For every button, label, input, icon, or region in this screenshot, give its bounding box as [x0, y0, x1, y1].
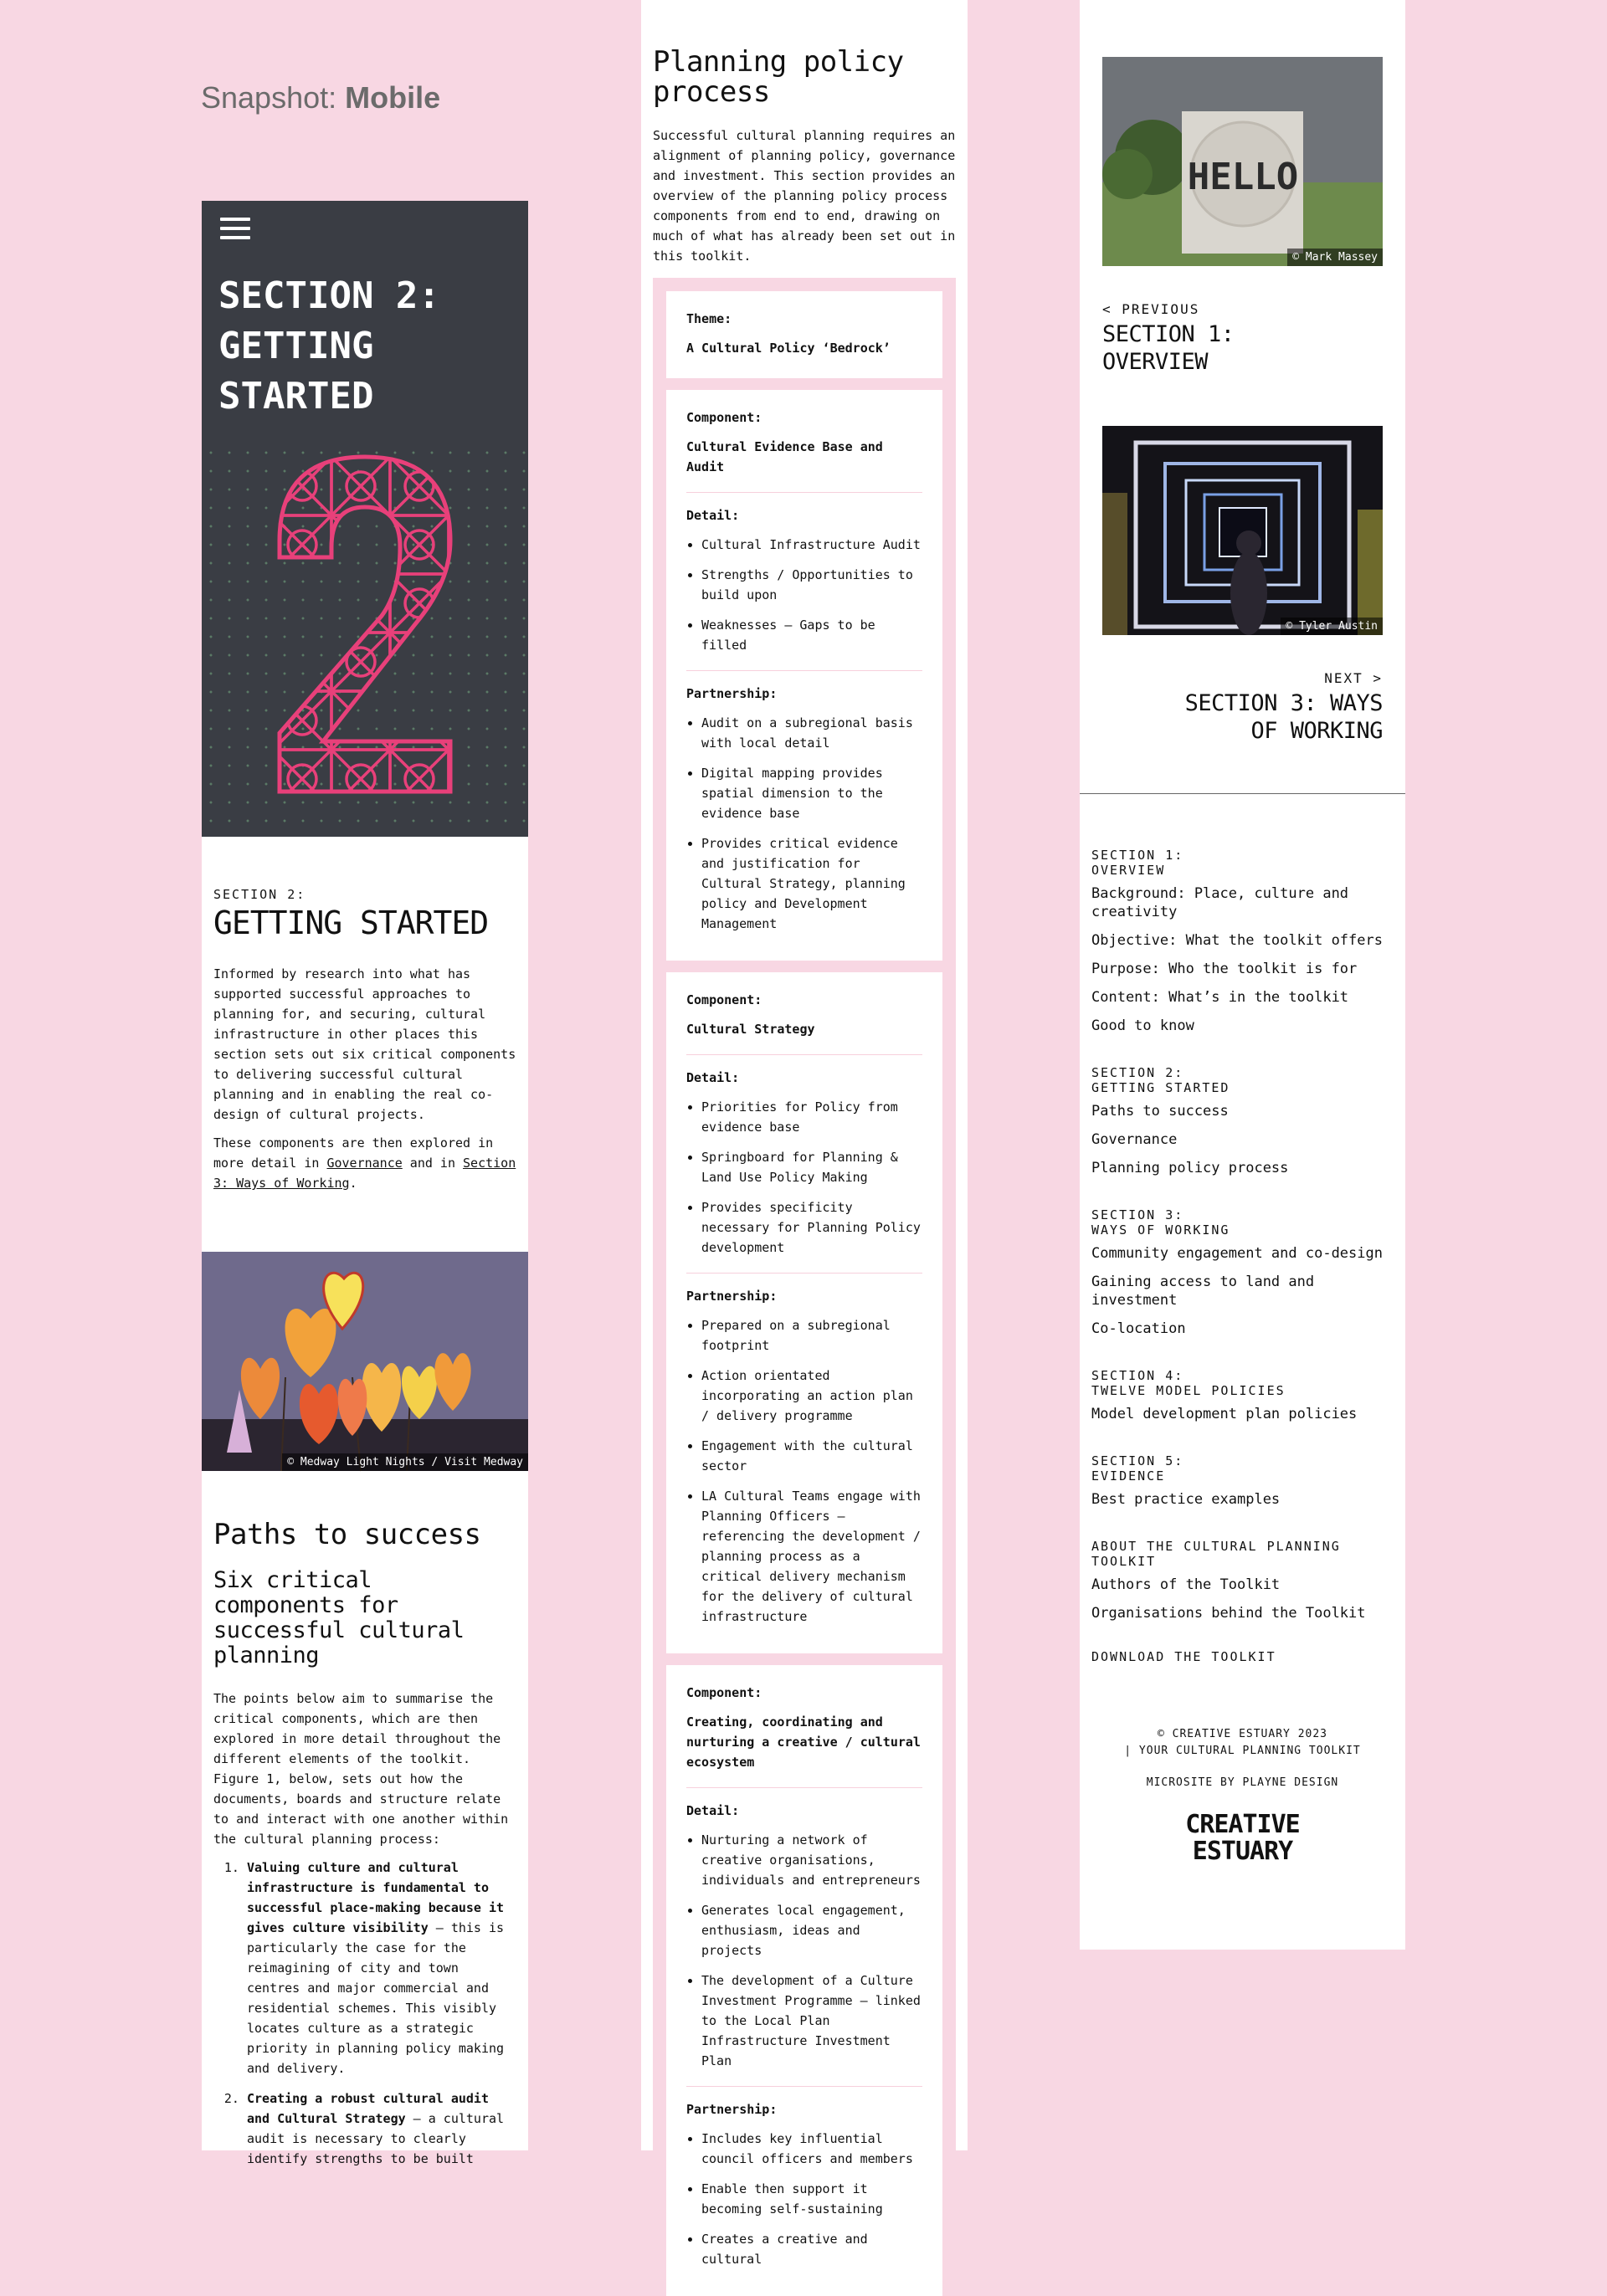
- image-credit: © Medway Light Nights / Visit Medway: [282, 1453, 528, 1471]
- list-item-bold: Valuing culture and cultural infrastructure is fundamental to successful place-making because it gives culture visibility: [247, 1860, 505, 1935]
- lanterns-photo: [202, 1252, 528, 1471]
- list-item-text: – this is particularly the case for the reimagining of city and town centres and major commercial and residential schemes. This visibly locates culture as a strategic priority in planning policy making and delivery.: [247, 1920, 505, 2076]
- menu-item[interactable]: Model development plan policies: [1091, 1406, 1358, 1422]
- partnership-label: Partnership:: [686, 1289, 778, 1304]
- intro-paragraph: Informed by research into what has supported successful approaches to planning for, and securing, cultural infrastructure in other places this section sets out six critical components to delivering successful cultural planning and in enabling the real co-design of cultural projects.: [213, 966, 516, 1122]
- detail-item: • Provides specificity necessary for Planning Policy development: [701, 1197, 922, 1258]
- text-fragment: and in: [402, 1156, 464, 1171]
- menu-item[interactable]: Content: What’s in the toolkit: [1091, 989, 1349, 1006]
- menu-item[interactable]: Paths to success: [1091, 1103, 1229, 1120]
- menu-item[interactable]: Background: Place, culture and creativity: [1091, 885, 1349, 920]
- lanterns-illustration: [202, 1252, 528, 1471]
- partnership-label: Partnership:: [686, 2102, 778, 2117]
- component-label: Component:: [686, 1685, 762, 1700]
- snapshot-label: [201, 80, 440, 115]
- planning-policy-title: Planning policy process: [653, 45, 904, 109]
- menu-group-heading[interactable]: SECTION 1: OVERVIEW: [1091, 848, 1184, 878]
- detail-item: • The development of a Culture Investment Programme – linked to the Local Plan Infrastructure Investment Plan: [701, 1971, 922, 2071]
- number-two-graphic: [273, 448, 457, 800]
- previous-title[interactable]: SECTION 1: OVERVIEW: [1102, 321, 1235, 375]
- image-credit: © Tyler Austin: [1281, 618, 1383, 635]
- partnership-item: • LA Cultural Teams engage with Planning Officers – referencing the development / planning process as a critical delivery mechanism for the delivery of cultural infrastructure: [701, 1486, 922, 1627]
- menu-group: [1091, 1453, 1394, 1509]
- menu-item[interactable]: Co-location: [1091, 1320, 1186, 1337]
- detail-item: • Generates local engagement, enthusiasm, ideas and projects: [701, 1900, 922, 1960]
- component-cards: [666, 390, 942, 2296]
- menu-group-heading[interactable]: SECTION 2: GETTING STARTED: [1091, 1065, 1230, 1095]
- image-credit: © Mark Massey: [1287, 249, 1383, 266]
- planning-policy-intro: Successful cultural planning requires an alignment of planning policy, governance and investment. This section provides an overview of the planning policy process components from end to end, drawing on much of what has already been set out in this toolkit.: [653, 128, 956, 264]
- partnership-label: Partnership:: [686, 686, 778, 701]
- logo-line: ESTUARY: [1192, 1837, 1293, 1866]
- theme-card: [666, 291, 942, 378]
- partnership-item: • Digital mapping provides spatial dimension to the evidence base: [701, 763, 922, 823]
- partnership-item: • Engagement with the cultural sector: [701, 1436, 922, 1476]
- snapshot-prefix: Snapshot:: [201, 80, 337, 115]
- microsite-credit[interactable]: MICROSITE BY PLAYNE DESIGN: [1146, 1776, 1339, 1789]
- process-table: [653, 278, 956, 2296]
- detail-label: Detail:: [686, 1070, 740, 1085]
- footer: [1080, 1726, 1405, 1865]
- menu-group: [1091, 1539, 1394, 1622]
- paths-title: Paths to success: [213, 1518, 481, 1551]
- next-title[interactable]: SECTION 3: WAYS OF WORKING: [1184, 690, 1383, 744]
- download-toolkit-link[interactable]: DOWNLOAD THE TOOLKIT: [1091, 1649, 1276, 1664]
- detail-item: • Springboard for Planning & Land Use Policy Making: [701, 1147, 922, 1187]
- list-item-bold: Creating a robust cultural audit and Cultural Strategy: [247, 2091, 489, 2126]
- detail-label: Detail:: [686, 1803, 740, 1818]
- partnership-item: • Audit on a subregional basis with local detail: [701, 713, 922, 753]
- component-card: [666, 1665, 942, 2296]
- list-item-text: – a cultural audit is necessary to clearly identify strengths to be built: [247, 2111, 505, 2166]
- section-eyebrow: SECTION 2:: [213, 887, 306, 902]
- component-label: Component:: [686, 992, 762, 1007]
- detail-label: Detail:: [686, 508, 740, 523]
- hamburger-menu-icon[interactable]: [220, 218, 250, 239]
- menu-group: [1091, 1207, 1394, 1338]
- partnership-item: • Action orientated incorporating an action plan / delivery programme: [701, 1366, 922, 1426]
- mobile-screen-planning-policy: [641, 0, 968, 2267]
- menu-group-heading[interactable]: SECTION 5: EVIDENCE: [1091, 1453, 1184, 1484]
- snapshot-bold: Mobile: [345, 80, 441, 115]
- detail-item: • Cultural Infrastructure Audit: [701, 535, 922, 555]
- menu-group-heading[interactable]: SECTION 4: TWELVE MODEL POLICIES: [1091, 1368, 1286, 1398]
- mobile-screen-section2: [202, 201, 528, 2166]
- component-card: [666, 390, 942, 961]
- critical-components-list: [213, 1858, 516, 2169]
- section-title: GETTING STARTED: [213, 905, 489, 941]
- hello-sculpture-illustration: [1102, 57, 1383, 266]
- governance-link[interactable]: Governance: [326, 1156, 403, 1171]
- section3-link[interactable]: Section 3: Ways of Working: [213, 1156, 516, 1191]
- partnership-item: • Provides critical evidence and justification for Cultural Strategy, planning policy and Development Management: [701, 833, 922, 934]
- detail-item: • Nurturing a network of creative organisations, individuals and entrepreneurs: [701, 1830, 922, 1890]
- logo-line: CREATIVE: [1185, 1810, 1300, 1839]
- menu-item[interactable]: Community engagement and co-design: [1091, 1245, 1383, 1262]
- text-fragment: These components are then explored in more detail in: [213, 1135, 494, 1171]
- copyright-line-2: | YOUR CULTURAL PLANNING TOOLKIT: [1124, 1745, 1361, 1757]
- partnership-item: • Includes key influential council officers and members: [701, 2129, 922, 2169]
- paths-paragraph: The points below aim to summarise the critical components, which are then explored in more detail throughout the different elements of the toolkit. Figure 1, below, sets out how the documents, boards and structure relate to and interact with one another within the cultural planning process:: [213, 1691, 509, 1847]
- detail-item: • Priorities for Policy from evidence base: [701, 1097, 922, 1137]
- hero-banner: [202, 201, 528, 837]
- component-card: [666, 972, 942, 1653]
- hero-title: SECTION 2: GETTING STARTED: [218, 274, 440, 418]
- menu-item[interactable]: Gaining access to land and investment: [1091, 1274, 1315, 1309]
- list-item: [247, 1858, 516, 2078]
- menu-item[interactable]: Planning policy process: [1091, 1160, 1289, 1176]
- menu-item[interactable]: Authors of the Toolkit: [1091, 1576, 1281, 1593]
- partnership-item: • Prepared on a subregional footprint: [701, 1315, 922, 1356]
- previous-section-link[interactable]: [1102, 301, 1383, 376]
- component-value: Cultural Evidence Base and Audit: [686, 439, 883, 474]
- menu-group: [1091, 848, 1394, 1035]
- site-menu: [1080, 794, 1405, 1622]
- intro-paragraph-links: [213, 1133, 516, 1193]
- component-label: Component:: [686, 410, 762, 425]
- detail-item: • Strengths / Opportunities to build upon: [701, 565, 922, 605]
- menu-item[interactable]: Objective: What the toolkit offers: [1091, 932, 1383, 949]
- mobile-screen-navigation: [1080, 0, 1405, 1950]
- detail-item: • Weaknesses – Gaps to be filled: [701, 615, 922, 655]
- menu-item[interactable]: Best practice examples: [1091, 1491, 1281, 1508]
- component-value: Creating, coordinating and nurturing a creative / cultural ecosystem: [686, 1714, 921, 1770]
- next-label: NEXT >: [1324, 670, 1383, 686]
- partnership-item: • Creates a creative and cultural: [701, 2229, 922, 2269]
- theme-value: A Cultural Policy ‘Bedrock’: [686, 341, 891, 356]
- menu-group: [1091, 1065, 1394, 1177]
- component-value: Cultural Strategy: [686, 1022, 815, 1037]
- menu-item[interactable]: Governance: [1091, 1131, 1178, 1148]
- paths-subtitle: Six critical components for successful cultural planning: [213, 1567, 465, 1668]
- menu-group-heading[interactable]: ABOUT THE CULTURAL PLANNING TOOLKIT: [1091, 1539, 1341, 1569]
- mirror-tunnel-photo[interactable]: [1102, 426, 1383, 635]
- copyright-line: © CREATIVE ESTUARY 2023: [1157, 1728, 1327, 1740]
- menu-item[interactable]: Organisations behind the Toolkit: [1091, 1605, 1366, 1622]
- next-section-link[interactable]: [1102, 670, 1383, 745]
- previous-label: < PREVIOUS: [1102, 301, 1200, 317]
- partnership-item: • Enable then support it becoming self-sustaining: [701, 2179, 922, 2219]
- hello-word: HELLO: [1187, 156, 1299, 198]
- menu-group: [1091, 1368, 1394, 1423]
- menu-item[interactable]: Good to know: [1091, 1017, 1194, 1034]
- mirror-tunnel-illustration: [1102, 426, 1383, 635]
- menu-group-heading[interactable]: SECTION 3: WAYS OF WORKING: [1091, 1207, 1230, 1238]
- text-fragment: .: [349, 1176, 357, 1191]
- theme-label: Theme:: [686, 311, 732, 326]
- list-item: [247, 2088, 516, 2169]
- creative-estuary-logo[interactable]: [1080, 1812, 1405, 1865]
- hello-photo[interactable]: [1102, 57, 1383, 266]
- menu-item[interactable]: Purpose: Who the toolkit is for: [1091, 961, 1358, 977]
